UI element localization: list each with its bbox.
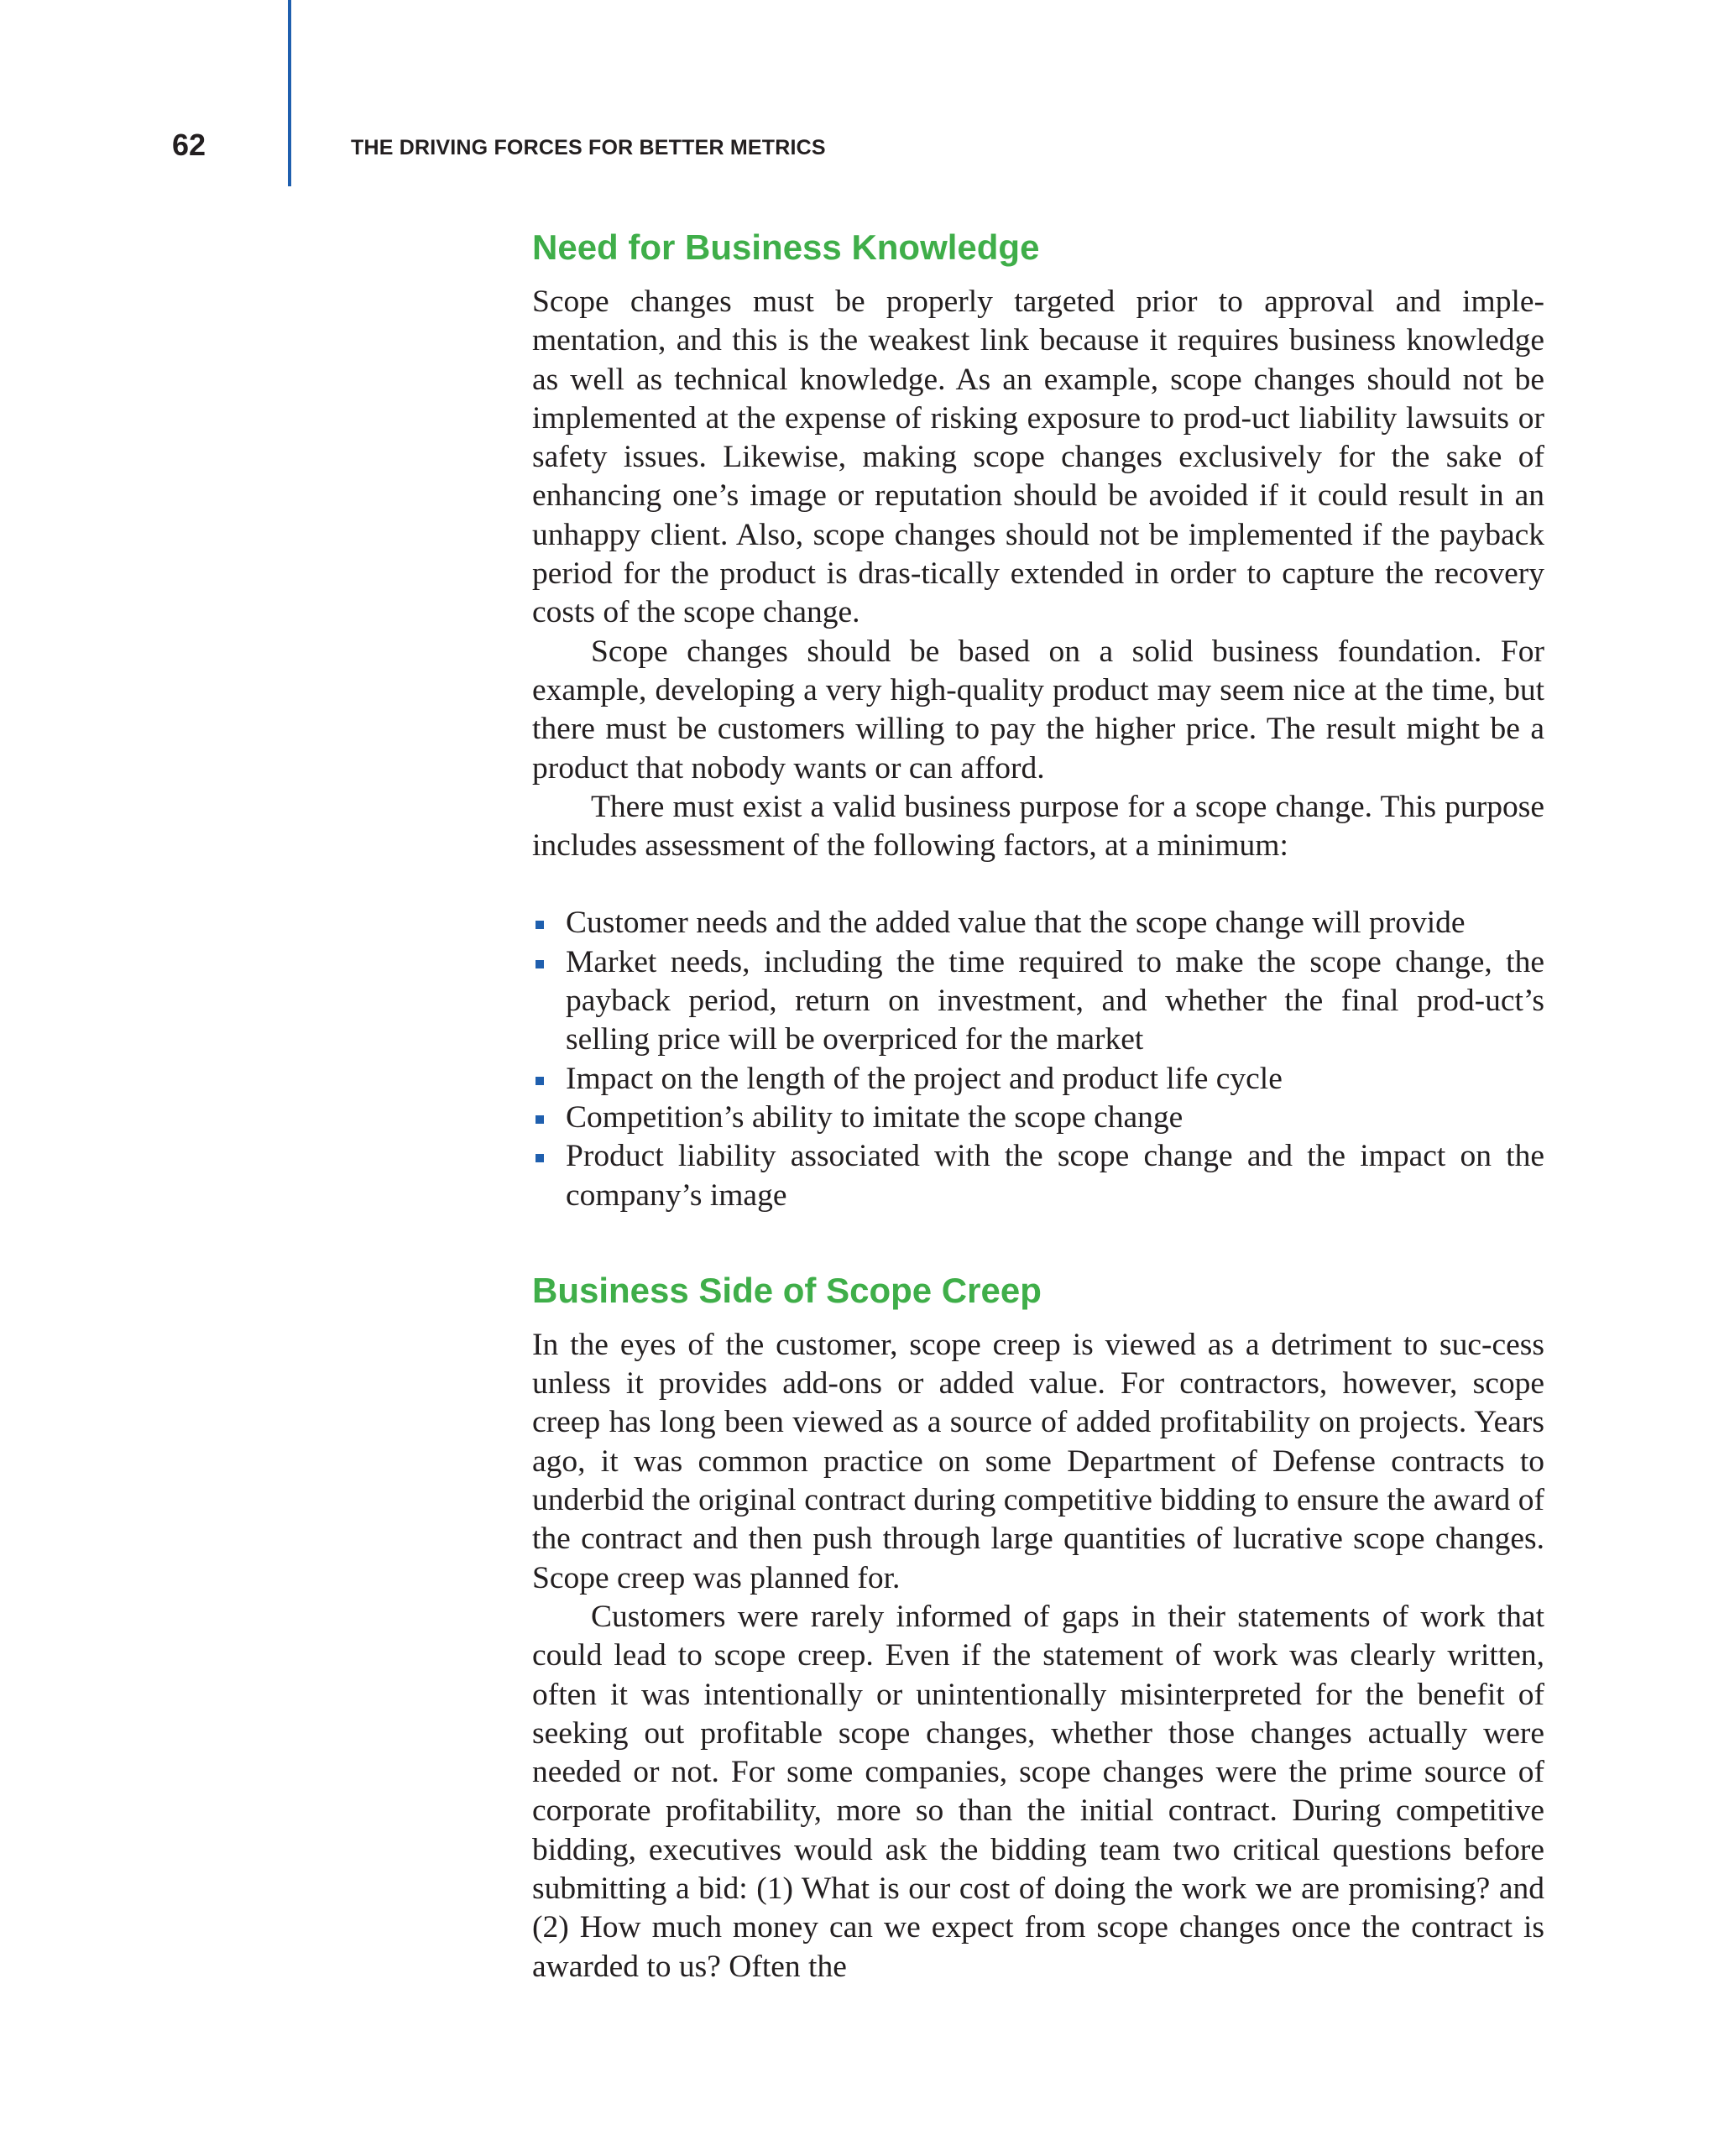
square-bullet-icon	[536, 1154, 544, 1162]
header-rule	[288, 0, 291, 186]
square-bullet-icon	[536, 960, 544, 968]
paragraph: Scope changes must be properly targeted prior to approval and imple-mentation, and this is the weakest link because it requires business knowledge as well as technical knowledge. As an example, scope changes should not be implemented at the expense of risking exposure to prod-uct liability lawsuits or safety issues. Likewise, making scope changes exclusively for the sake of enhancing one’s image or reputation should be avoided if it could result in an unhappy client. Also, scope changes should not be implemented if the payback period for the product is dras-tically extended in order to capture the recovery costs of the scope change.	[532, 285, 1544, 630]
paragraph: Customers were rarely informed of gaps in their statements of work that could lead to scope creep. Even if the statement of work was clearly written, often it was intentionally or unintentionally misinterpreted for the benefit of seeking out profitable scope changes, whether those changes actually were needed or not. For some companies, scope changes were the prime source of corporate profitability, more so than the initial contract. During competitive bidding, executives would ask the bidding team two critical questions before submitting a bid: (1) What is our cost of doing the work we are promising? and (2) How much money can we expect from scope changes once the contract is awarded to us? Often the	[532, 1599, 1544, 1984]
list-item	[532, 904, 1544, 942]
section-heading-business-knowledge: Need for Business Knowledge	[532, 227, 1040, 267]
page-content	[532, 222, 1544, 1986]
paragraph: Scope changes should be based on a solid business foundation. For example, developing a very high-quality product may seem nice at the time, but there must be customers willing to pay the higher price. The result might be a product that nobody wants or can afford.	[532, 634, 1544, 786]
list-item	[532, 943, 1544, 1060]
running-head: THE DRIVING FORCES FOR BETTER METRICS	[351, 136, 826, 159]
list-item-text: Impact on the length of the project and product life cycle	[566, 1061, 1283, 1096]
paragraph: There must exist a valid business purpose for a scope change. This purpose includes assessment of the following factors, at a minimum:	[532, 789, 1544, 864]
list-item-text: Product liability associated with the scope change and the impact on the company’s image	[566, 1139, 1544, 1213]
list-item	[532, 1060, 1544, 1099]
list-item	[532, 1099, 1544, 1137]
square-bullet-icon	[536, 1115, 544, 1124]
square-bullet-icon	[536, 921, 544, 929]
list-item-text: Market needs, including the time required to make the scope change, the payback period, return on investment, and whether the final prod-uct’s selling price will be overpriced for the market	[566, 944, 1544, 1057]
paragraph: In the eyes of the customer, scope creep is viewed as a detriment to suc-cess unless it provides add-ons or added value. For contractors, however, scope creep has long been viewed as a source of added profitability on projects. Years ago, it was common practice on some Department of Defense contracts to underbid the original contract during competitive bidding to ensure the award of the contract and then push through large quantities of lucrative scope changes. Scope creep was planned for.	[532, 1327, 1544, 1595]
square-bullet-icon	[536, 1077, 544, 1085]
list-item	[532, 1137, 1544, 1215]
section-heading-scope-creep: Business Side of Scope Creep	[532, 1270, 1042, 1310]
list-item-text: Customer needs and the added value that the scope change will provide	[566, 906, 1466, 941]
factor-list	[532, 904, 1544, 1214]
list-item-text: Competition’s ability to imitate the scope change	[566, 1099, 1183, 1135]
page-number: 62	[172, 128, 206, 162]
